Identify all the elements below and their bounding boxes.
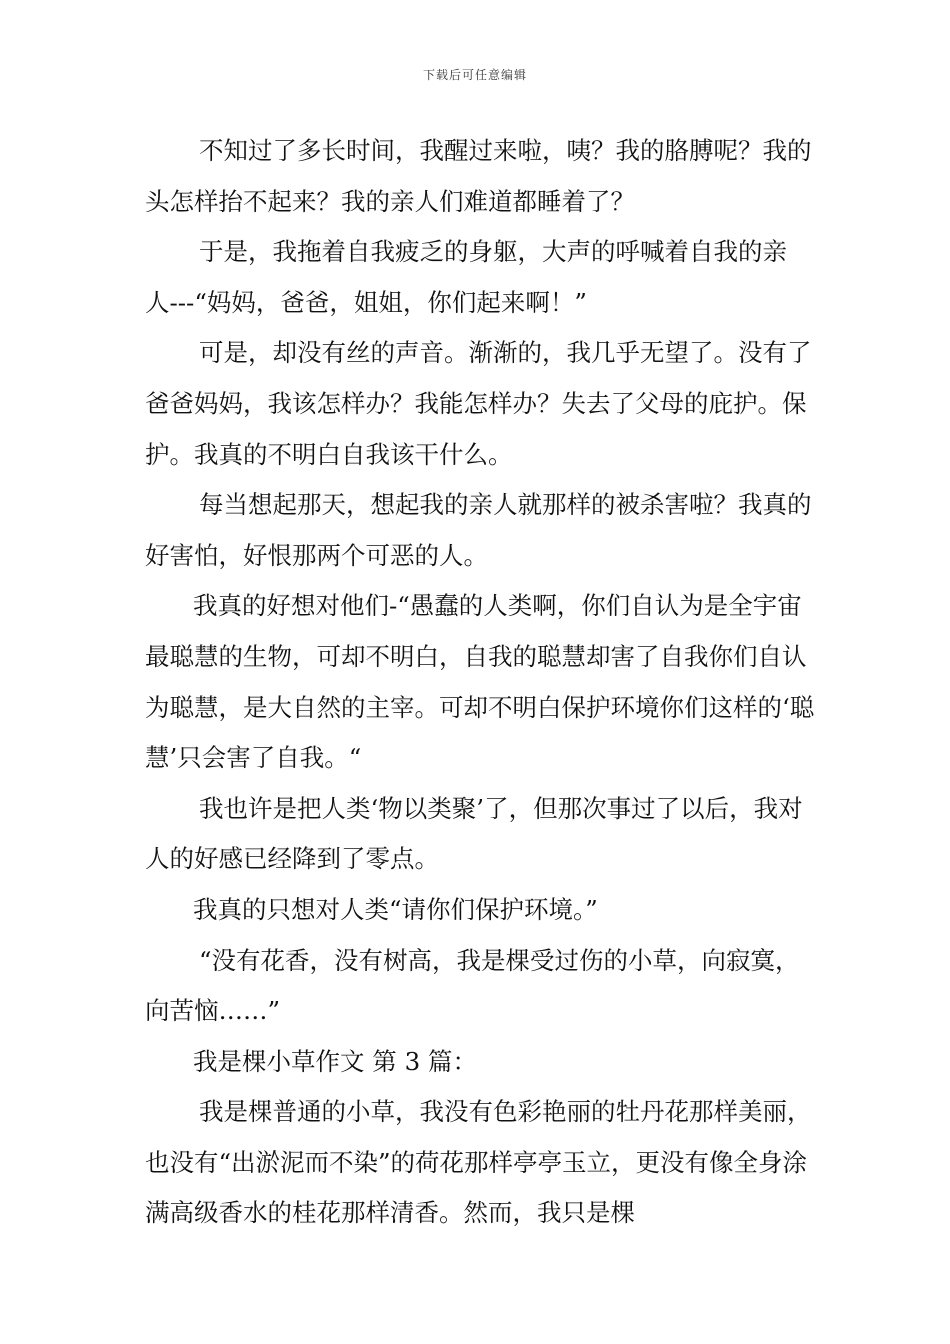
paragraph: 不知过了多长时间，我醒过来啦，咦？我的胳膊呢？我的头怎样抬不起来？我的亲人们难道都睡着了？ [145,136,812,216]
paragraph: 可是，却没有丝的声音。渐渐的，我几乎无望了。没有了爸爸妈妈，我该怎样办？我能怎样办？失去了父母的庇护。保护。我真的不明白自我该干什么。 [145,338,812,469]
page-header: 下载后可任意编辑 [422,68,527,82]
paragraph: 每当想起那天，想起我的亲人就那样的被杀害啦？我真的好害怕，好恨那两个可恶的人。 [145,490,812,570]
paragraph: “没有花香，没有树高，我是棵受过伤的小草，向寂寞，向苦恼……” [145,945,800,1026]
paragraph: 我真的只想对人类“请你们保护环境。” [193,894,598,924]
paragraph: 我真的好想对他们-“愚蠢的人类啊，你们自认为是全宇宙最聪慧的生物，可却不明白，自我的聪慧却害了自我你们自认为聪慧，是大自然的主宰。可却不明白保护环境你们这样的‘聪慧’只会害了自我。“ [145,591,815,773]
paragraph: 我是棵普通的小草，我没有色彩艳丽的牡丹花那样美丽，也没有“出淤泥而不染”的荷花那样亭亭玉立，更没有像全身涂满高级香水的桂花那样清香。然而，我只是棵 [145,1097,812,1228]
paragraph: 于是，我拖着自我疲乏的身躯，大声的呼喊着自我的亲人---“妈妈，爸爸，姐姐，你们起来啊！” [145,237,787,317]
paragraph: 我也许是把人类‘物以类聚’了，但那次事过了以后，我对人的好感已经降到了零点。 [145,793,803,874]
section-heading: 我是棵小草作文 第 3 篇： [193,1046,477,1076]
document-body [145,126,815,1239]
